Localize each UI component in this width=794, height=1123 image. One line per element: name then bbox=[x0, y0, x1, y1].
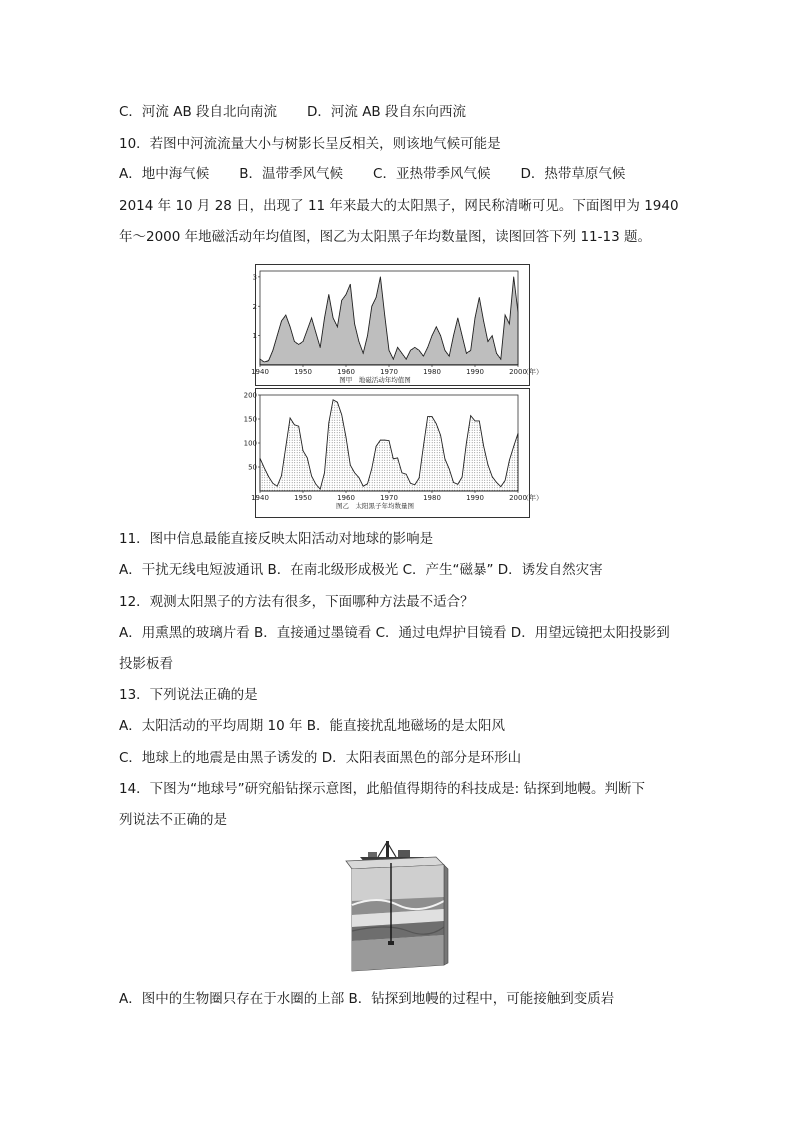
sunspot-point bbox=[488, 464, 489, 465]
sunspot-series-area bbox=[260, 400, 518, 491]
sunspot-point bbox=[380, 440, 381, 441]
sunspot-point bbox=[260, 458, 261, 459]
sunspot-point bbox=[277, 486, 278, 487]
sunspot-y-tick-label: 100 bbox=[243, 439, 257, 448]
geomagnetic-point bbox=[423, 356, 424, 357]
sunspot-y-tick-label: 150 bbox=[243, 415, 257, 424]
sunspot-point bbox=[363, 486, 364, 487]
q10-stem: 10．若图中河流流量大小与树影长呈反相关，则该地气候可能是 bbox=[119, 136, 501, 152]
geomagnetic-point bbox=[462, 335, 463, 336]
geomagnetic-point bbox=[470, 350, 471, 351]
sunspot-x-tick-label: 1940 bbox=[251, 494, 269, 502]
geomagnetic-point bbox=[290, 326, 291, 327]
geomagnetic-point bbox=[277, 335, 278, 336]
sunspot-point bbox=[397, 458, 398, 459]
sunspot-point bbox=[423, 446, 424, 447]
sunspot-point bbox=[436, 423, 437, 424]
sunspot-point bbox=[290, 418, 291, 419]
sunspot-point bbox=[371, 468, 372, 469]
q11-options: A．干扰无线电短波通讯 B．在南北级形成极光 C．产生“磁暴” D．诱发自然灾害 bbox=[119, 562, 603, 578]
passage-line-1: 2014 年 10 月 28 日，出现了 11 年来最大的太阳黑子，网民称清晰可见。下面图甲为 1940 bbox=[119, 198, 679, 214]
sunspot-point bbox=[359, 477, 360, 478]
geomagnetic-point bbox=[419, 350, 420, 351]
sunspot-point bbox=[449, 469, 450, 470]
geomagnetic-point bbox=[389, 350, 390, 351]
geomagnetic-point bbox=[505, 315, 506, 316]
sunspot-y-tick-label: 200 bbox=[243, 391, 257, 400]
sunspot-point bbox=[354, 472, 355, 473]
sunspot-point bbox=[470, 415, 471, 416]
sunspot-point bbox=[462, 477, 463, 478]
geomagnetic-x-tick-label: 1990 bbox=[466, 368, 484, 376]
sunspot-point bbox=[389, 440, 390, 441]
geomagnetic-point bbox=[328, 294, 329, 295]
geomagnetic-x-axis-label: （年） bbox=[522, 368, 543, 376]
sunspot-point bbox=[324, 472, 325, 473]
geomagnetic-point bbox=[320, 347, 321, 348]
geomagnetic-point bbox=[350, 284, 351, 285]
q9-option-d: D．河流 AB 段自东向西流 bbox=[307, 104, 466, 120]
sunspot-point bbox=[483, 446, 484, 447]
sunspot-point bbox=[419, 478, 420, 479]
sunspot-point bbox=[333, 399, 334, 400]
geomagnetic-point bbox=[479, 297, 480, 298]
q14-stem-line-2: 列说法不正确的是 bbox=[119, 812, 227, 828]
geomagnetic-point bbox=[466, 353, 467, 354]
sunspot-point bbox=[316, 484, 317, 485]
geomagnetic-point bbox=[509, 324, 510, 325]
sunspot-point bbox=[294, 424, 295, 425]
sunspot-point bbox=[410, 483, 411, 484]
geomagnetic-point bbox=[440, 335, 441, 336]
geomagnetic-point bbox=[367, 335, 368, 336]
sunspot-point bbox=[414, 484, 415, 485]
geomagnetic-point bbox=[337, 326, 338, 327]
sunspot-point bbox=[307, 458, 308, 459]
q13-stem: 13．下列说法正确的是 bbox=[119, 687, 258, 703]
sunspot-point bbox=[440, 435, 441, 436]
sunspot-point bbox=[427, 416, 428, 417]
geomagnetic-point bbox=[298, 344, 299, 345]
sunspot-point bbox=[505, 480, 506, 481]
sunspot-x-tick-label: 1980 bbox=[423, 494, 441, 502]
geomagnetic-point bbox=[432, 335, 433, 336]
geomagnetic-point bbox=[384, 315, 385, 316]
sunspot-point bbox=[513, 446, 514, 447]
sunspot-point bbox=[264, 468, 265, 469]
seafloor-block bbox=[352, 865, 444, 971]
geomagnetic-title: 图甲 地磁活动年均值图 bbox=[339, 376, 411, 384]
sunspot-point bbox=[311, 476, 312, 477]
geomagnetic-point bbox=[457, 318, 458, 319]
sunspot-point bbox=[475, 421, 476, 422]
sunspot-point bbox=[432, 416, 433, 417]
q12-options-line-1: A．用熏黑的玻璃片看 B．直接通过墨镜看 C．通过电焊护目镜看 D．用望远镜把太阳投影到 bbox=[119, 625, 670, 641]
sunspot-point bbox=[367, 483, 368, 484]
geomagnetic-point bbox=[475, 318, 476, 319]
geomagnetic-point bbox=[483, 321, 484, 322]
geomagnetic-point bbox=[264, 362, 265, 363]
sunspot-point bbox=[509, 460, 510, 461]
sunspot-point bbox=[384, 440, 385, 441]
geomagnetic-point bbox=[436, 326, 437, 327]
geomagnetic-point bbox=[488, 341, 489, 342]
geomagnetic-x-tick-label: 1980 bbox=[423, 368, 441, 376]
passage-line-2: 年～2000 年地磁活动年均值图，图乙为太阳黑子年均数量图，读图回答下列 11-13 题。 bbox=[119, 229, 651, 245]
sunspot-point bbox=[518, 433, 519, 434]
geomagnetic-point bbox=[285, 315, 286, 316]
sunspot-point bbox=[273, 483, 274, 484]
geomagnetic-point bbox=[260, 359, 261, 360]
sunspot-point bbox=[298, 426, 299, 427]
geomagnetic-point bbox=[402, 353, 403, 354]
geomagnetic-point bbox=[393, 359, 394, 360]
sunspot-title: 图乙 太阳黑子年均数量图 bbox=[336, 502, 414, 510]
q9-option-c: C．河流 AB 段自北向南流 bbox=[119, 104, 278, 120]
geomagnetic-point bbox=[492, 335, 493, 336]
q13-options-line-2: C．地球上的地震是由黑子诱发的 D．太阳表面黑色的部分是环形山 bbox=[119, 750, 522, 766]
sunspot-x-tick-label: 1970 bbox=[380, 494, 398, 502]
geomagnetic-y-tick-label: 2 bbox=[252, 302, 257, 311]
sunspot-point bbox=[457, 484, 458, 485]
geomagnetic-point bbox=[324, 318, 325, 319]
geomagnetic-point bbox=[354, 324, 355, 325]
geomagnetic-x-tick-label: 1960 bbox=[337, 368, 355, 376]
sunspot-point bbox=[479, 421, 480, 422]
geomagnetic-point bbox=[445, 350, 446, 351]
sunspot-point bbox=[337, 402, 338, 403]
q10-option-c: C．亚热带季风气候 bbox=[373, 166, 491, 182]
geomagnetic-point bbox=[500, 359, 501, 360]
geomagnetic-point bbox=[363, 353, 364, 354]
geomagnetic-point bbox=[294, 341, 295, 342]
geomagnetic-point bbox=[406, 359, 407, 360]
q10-options bbox=[119, 165, 625, 183]
geomagnetic-point bbox=[453, 335, 454, 336]
sunspot-point bbox=[496, 482, 497, 483]
q13-options-line-1: A．太阳活动的平均周期 10 年 B．能直接扰乱地磁场的是太阳风 bbox=[119, 718, 506, 734]
geomagnetic-y-tick-label: 1 bbox=[252, 332, 257, 341]
sunspot-point bbox=[406, 474, 407, 475]
sunspot-point bbox=[376, 446, 377, 447]
geomagnetic-series-area bbox=[260, 277, 518, 365]
geomagnetic-y-tick-label: 3 bbox=[252, 273, 257, 282]
geomagnetic-point bbox=[414, 347, 415, 348]
sunspot-point bbox=[320, 489, 321, 490]
geomagnetic-x-tick-label: 2000 bbox=[509, 368, 527, 376]
geomagnetic-point bbox=[410, 350, 411, 351]
chart-geomagnetic-svg bbox=[251, 265, 543, 385]
geomagnetic-point bbox=[268, 360, 269, 361]
q10-option-d: D．热带草原气候 bbox=[520, 166, 626, 182]
q11-stem: 11．图中信息最能直接反映太阳活动对地球的影响是 bbox=[119, 531, 434, 547]
chart-sunspot-svg bbox=[243, 389, 543, 517]
sunspot-x-axis-label: （年） bbox=[522, 494, 543, 502]
geomagnetic-point bbox=[380, 277, 381, 278]
geomagnetic-point bbox=[273, 350, 274, 351]
geomagnetic-point bbox=[359, 341, 360, 342]
sunspot-point bbox=[500, 486, 501, 487]
q9-options bbox=[119, 103, 466, 121]
q12-stem: 12．观测太阳黑子的方法有很多，下面哪种方法最不适合？ bbox=[119, 594, 474, 610]
geomagnetic-point bbox=[371, 306, 372, 307]
sunspot-point bbox=[281, 475, 282, 476]
sunspot-point bbox=[393, 458, 394, 459]
geomagnetic-x-tick-label: 1950 bbox=[294, 368, 312, 376]
drilling-ship-figure bbox=[338, 835, 450, 975]
geomagnetic-point bbox=[449, 356, 450, 357]
q10-option-b: B．温带季风气候 bbox=[239, 166, 344, 182]
geomagnetic-point bbox=[303, 341, 304, 342]
geomagnetic-x-tick-label: 1940 bbox=[251, 368, 269, 376]
geomagnetic-point bbox=[518, 312, 519, 313]
sunspot-point bbox=[453, 482, 454, 483]
sunspot-point bbox=[445, 458, 446, 459]
geomagnetic-x-tick-label: 1970 bbox=[380, 368, 398, 376]
sunspot-y-tick-label: 50 bbox=[248, 463, 257, 472]
q14-options-line-1: A．图中的生物圈只存在于水圈的上部 B．钻探到地幔的过程中，可能接触到变质岩 bbox=[119, 991, 615, 1007]
sunspot-point bbox=[328, 422, 329, 423]
geomagnetic-point bbox=[427, 347, 428, 348]
sunspot-point bbox=[492, 476, 493, 477]
sunspot-point bbox=[466, 443, 467, 444]
geomagnetic-point bbox=[333, 318, 334, 319]
geomagnetic-point bbox=[513, 277, 514, 278]
sunspot-point bbox=[285, 446, 286, 447]
geomagnetic-point bbox=[376, 297, 377, 298]
sunspot-point bbox=[402, 472, 403, 473]
geomagnetic-point bbox=[496, 353, 497, 354]
sunspot-x-tick-label: 2000 bbox=[509, 494, 527, 502]
sunspot-point bbox=[268, 476, 269, 477]
sunspot-x-tick-label: 1990 bbox=[466, 494, 484, 502]
geomagnetic-point bbox=[307, 329, 308, 330]
q10-option-a: A．地中海气候 bbox=[119, 166, 210, 182]
sunspot-x-tick-label: 1950 bbox=[294, 494, 312, 502]
sunspot-point bbox=[346, 437, 347, 438]
sunspot-x-tick-label: 1960 bbox=[337, 494, 355, 502]
geomagnetic-point bbox=[341, 300, 342, 301]
q14-stem-line-1: 14．下图为“地球号”研究船钻探示意图，此船值得期待的科技成是: 钻探到地幔。判断下 bbox=[119, 781, 646, 797]
geomagnetic-point bbox=[311, 318, 312, 319]
geomagnetic-point bbox=[346, 294, 347, 295]
drilling-illustration bbox=[338, 835, 450, 975]
geomagnetic-point bbox=[397, 347, 398, 348]
chart-sunspot-number bbox=[243, 388, 543, 518]
sunspot-point bbox=[350, 465, 351, 466]
chart-geomagnetic-activity bbox=[251, 264, 543, 386]
q12-options-line-2: 投影板看 bbox=[119, 656, 173, 672]
geomagnetic-point bbox=[316, 332, 317, 333]
sunspot-point bbox=[341, 414, 342, 415]
sunspot-point bbox=[303, 450, 304, 451]
geomagnetic-point bbox=[281, 321, 282, 322]
